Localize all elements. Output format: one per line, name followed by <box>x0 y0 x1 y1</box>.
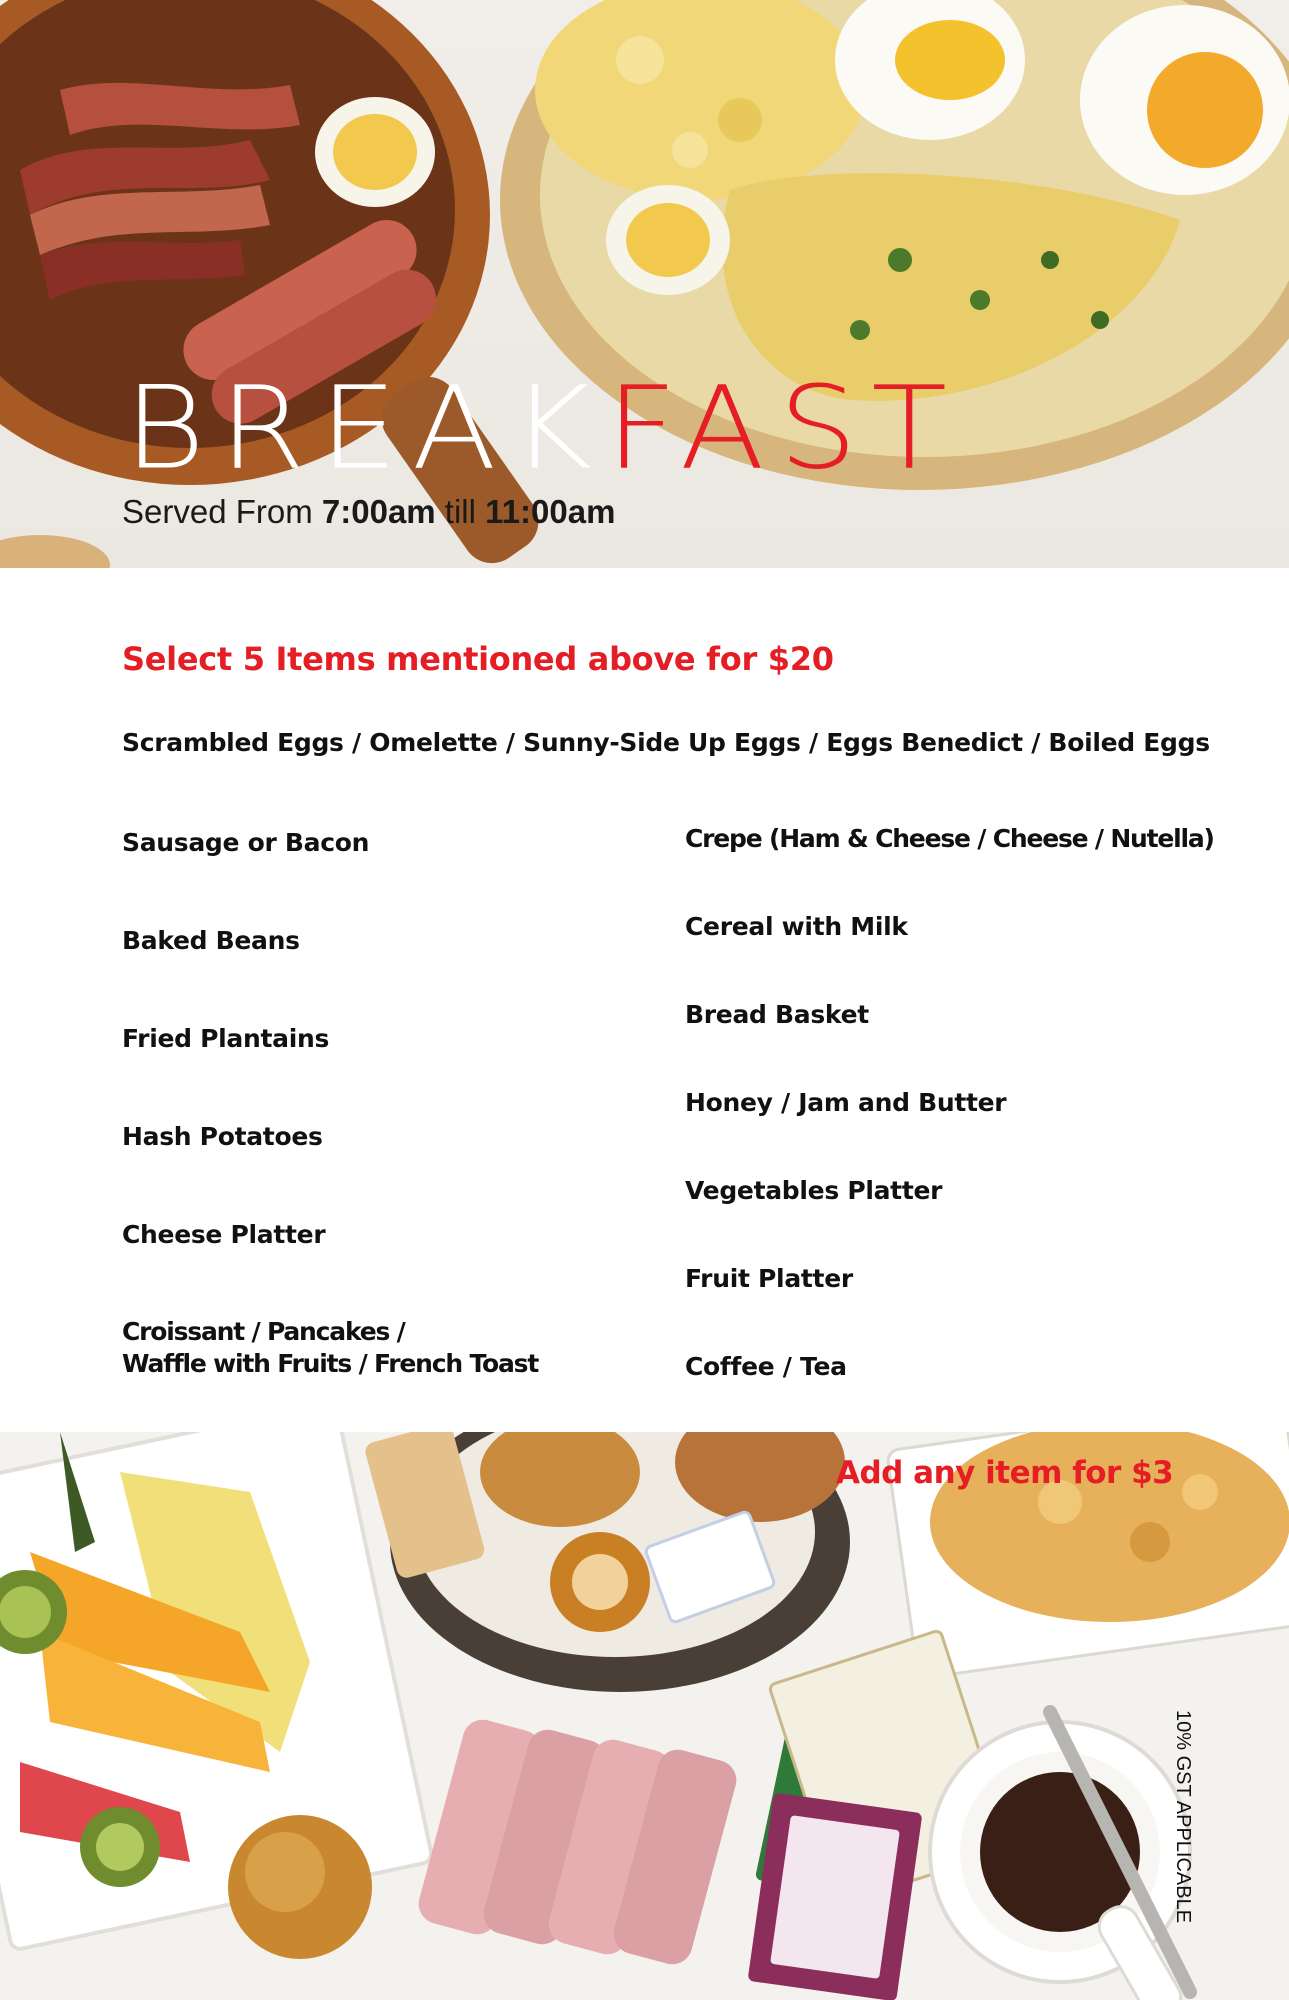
menu-item: Sausage or Bacon <box>122 828 370 857</box>
menu-item: Fruit Platter <box>685 1264 853 1293</box>
menu-item-bakery-line2: Waffle with Fruits / French Toast <box>122 1349 539 1378</box>
menu-item: Vegetables Platter <box>685 1176 943 1205</box>
serving-hours <box>122 493 615 531</box>
serving-hours-prefix: Served From <box>122 493 322 530</box>
menu-item: Honey / Jam and Butter <box>685 1088 1007 1117</box>
menu-item: Coffee / Tea <box>685 1352 847 1381</box>
serving-start-time: 7:00am <box>321 493 436 530</box>
gst-note: 10% GST APPLICABLE <box>1172 1710 1194 1924</box>
footer-photo <box>0 1432 1289 2000</box>
menu-item: Hash Potatoes <box>122 1122 323 1151</box>
title-white-part: BREAK <box>124 362 606 496</box>
page-title <box>124 362 962 496</box>
promo-headline: Select 5 Items mentioned above for $20 <box>122 640 834 678</box>
menu-item: Crepe (Ham & Cheese / Cheese / Nutella) <box>685 824 1214 853</box>
serving-hours-mid: till <box>435 493 486 530</box>
menu-item: Bread Basket <box>685 1000 869 1029</box>
menu-item: Baked Beans <box>122 926 300 955</box>
addon-price-note: Add any item for $3 <box>836 1455 1174 1491</box>
menu-item: Cheese Platter <box>122 1220 326 1249</box>
breakfast-spread-illustration <box>0 1432 1289 2000</box>
menu-item-bakery-line1: Croissant / Pancakes / <box>122 1317 405 1346</box>
serving-end-time: 11:00am <box>485 493 616 530</box>
header-photo <box>0 0 1289 568</box>
menu-item: Fried Plantains <box>122 1024 330 1053</box>
menu-item: Cereal with Milk <box>685 912 908 941</box>
title-red-part: FAST <box>605 362 962 496</box>
egg-options: Scrambled Eggs / Omelette / Sunny-Side Up Eggs / Eggs Benedict / Boiled Eggs <box>122 728 1210 757</box>
